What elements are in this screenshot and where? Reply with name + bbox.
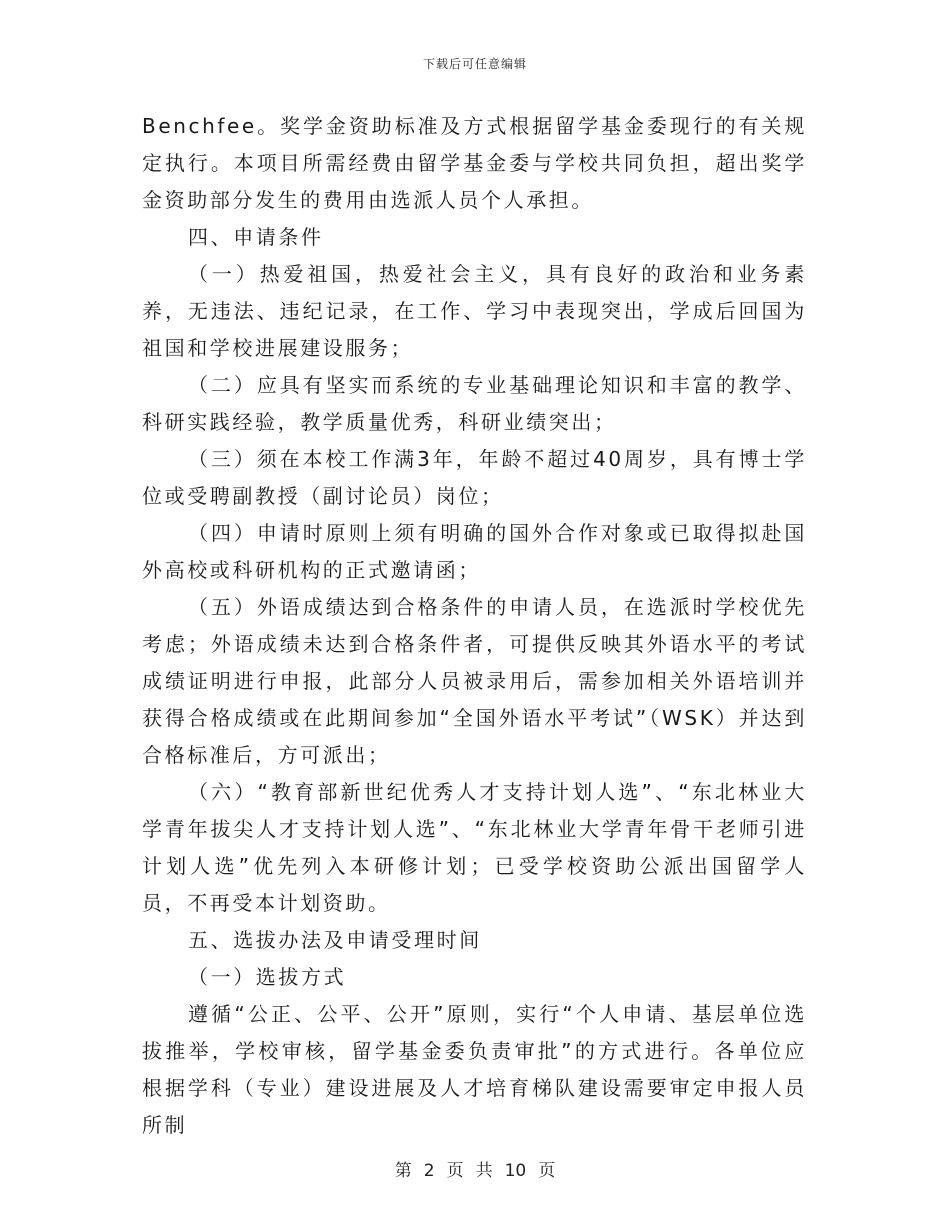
footer-page-word: 页 (446, 1161, 464, 1181)
paragraph: （三）须在本校工作满3年，年龄不超过40周岁，具有博士学位或受聘副教授（副讨论员）岗位； (142, 447, 807, 508)
paragraph: （四）申请时原则上须有明确的国外合作对象或已取得拟赴国外高校或科研机构的正式邀请函； (142, 521, 807, 582)
page-header-note: 下载后可任意编辑 (422, 57, 527, 71)
document-body (142, 108, 807, 1144)
paragraph: Benchfee。奖学金资助标准及方式根据留学基金委现行的有关规定执行。本项目所需经费由留学基金委与学校共同负担，超出奖学金资助部分发生的费用由选派人员个人承担。 (142, 114, 807, 212)
section-heading: 四、申请条件 (188, 225, 324, 249)
paragraph: （一）热爱祖国，热爱社会主义，具有良好的政治和业务素养，无违法、违纪记录，在工作、学习中表现突出，学成后回国为祖国和学校进展建设服务； (142, 262, 807, 360)
footer-prefix: 第 (394, 1161, 412, 1181)
footer-total-prefix: 共 (475, 1161, 493, 1181)
page-footer (0, 1156, 950, 1181)
paragraph: 遵循“公正、公平、公开”原则，实行“个人申请、基层单位选拔推举，学校审核，留学基金委负责审批”的方式进行。各单位应根据学科（专业）建设进展及人才培育梯队建设需要审定申报人员所制 (142, 1002, 807, 1137)
footer-total-pages: 10 (504, 1161, 527, 1181)
paragraph: （五）外语成绩达到合格条件的申请人员，在选派时学校优先考虑；外语成绩未达到合格条件者，可提供反映其外语水平的考试成绩证明进行申报，此部分人员被录用后，需参加相关外语培训并获得合格成绩或在此期间参加“全国外语水平考试”（WSK）并达到合格标准后，方可派出； (142, 595, 807, 767)
paragraph: （二）应具有坚实而系统的专业基础理论知识和丰富的教学、科研实践经验，教学质量优秀，科研业绩突出； (142, 373, 807, 434)
paragraph: （六）“教育部新世纪优秀人才支持计划人选”、“东北林业大学青年拔尖人才支持计划人选”、“东北林业大学青年骨干老师引进计划人选”优先列入本研修计划；已受学校资助公派出国留学人员，不再受本计划资助。 (142, 780, 807, 915)
subsection-heading: （一）选拔方式 (188, 965, 347, 989)
footer-current-page: 2 (423, 1161, 435, 1181)
footer-suffix: 页 (538, 1161, 556, 1181)
section-heading: 五、选拔办法及申请受理时间 (188, 928, 482, 952)
